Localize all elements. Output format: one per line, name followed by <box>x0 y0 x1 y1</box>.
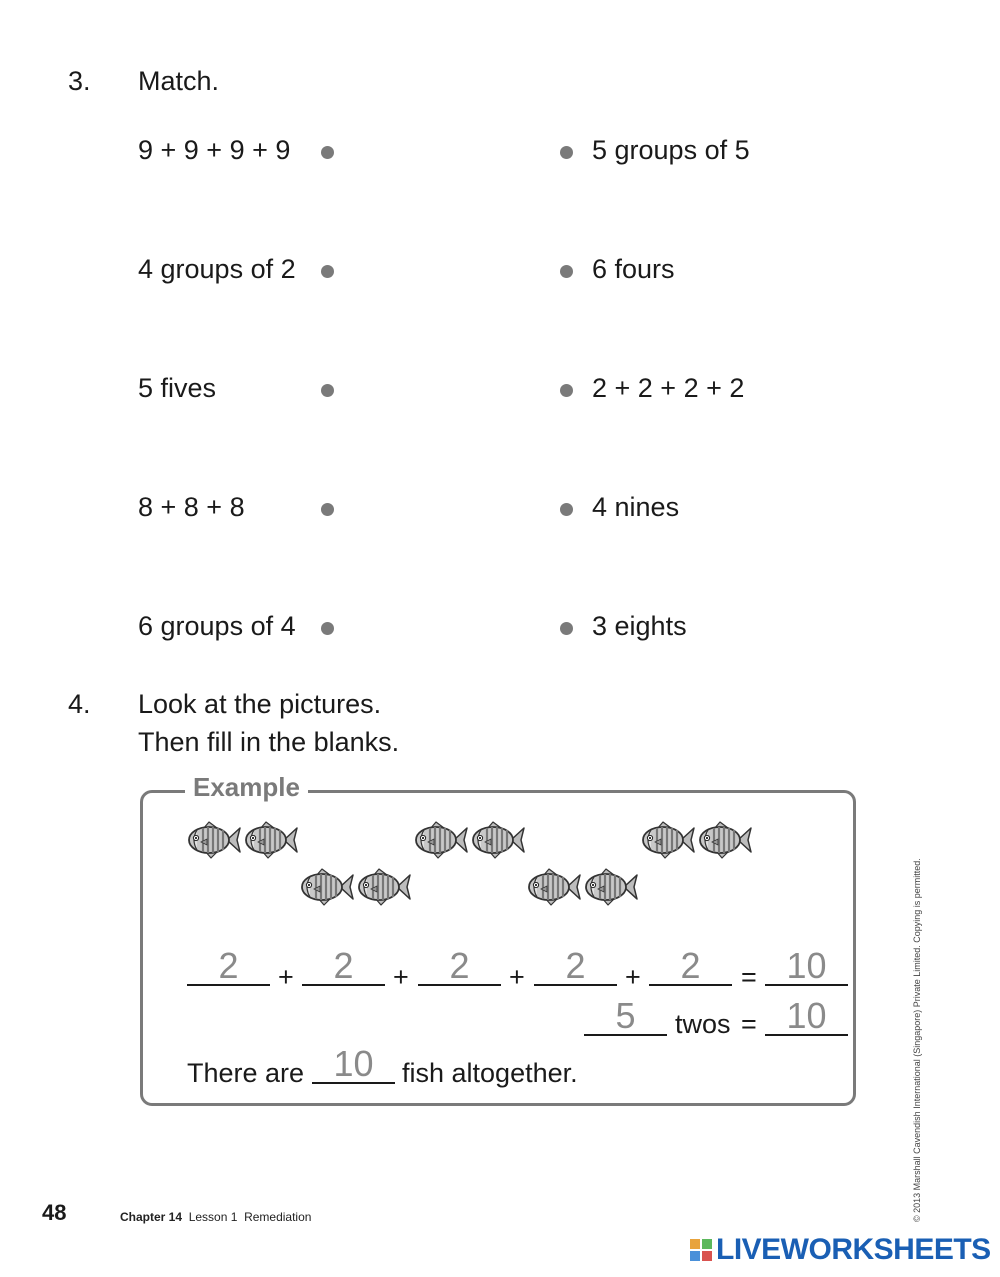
addend-blank-5: 2 <box>649 948 732 986</box>
example-label: Example <box>185 772 308 803</box>
plus-sign: + <box>393 962 409 992</box>
right-match-dot-5[interactable] <box>560 622 573 635</box>
groups-total-blank: 10 <box>765 998 848 1036</box>
right-match-dot-2[interactable] <box>560 265 573 278</box>
plus-sign: + <box>625 962 641 992</box>
right-match-dot-1[interactable] <box>560 146 573 159</box>
right-item-3: 2 + 2 + 2 + 2 <box>592 373 745 403</box>
plus-sign: + <box>509 962 525 992</box>
left-match-dot-4[interactable] <box>321 503 334 516</box>
sentence-suffix: fish altogether. <box>402 1058 578 1088</box>
addend-blank-4: 2 <box>534 948 617 986</box>
right-match-dot-4[interactable] <box>560 503 573 516</box>
equals-sign: = <box>741 962 757 992</box>
left-match-dot-5[interactable] <box>321 622 334 635</box>
copyright-notice: © 2013 Marshall Cavendish International (Singapore) Private Limited. Copying is permitted. <box>912 858 922 1222</box>
footer-chapter-info <box>120 1210 311 1224</box>
question-3-number: 3. <box>68 66 91 96</box>
left-item-5: 6 groups of 4 <box>138 611 296 641</box>
right-item-1: 5 groups of 5 <box>592 135 750 165</box>
fish-icon <box>187 820 241 860</box>
sentence-blank: 10 <box>312 1046 395 1084</box>
question-4-number: 4. <box>68 689 91 719</box>
page-number: 48 <box>42 1200 67 1225</box>
liveworksheets-logo-icon <box>690 1239 712 1261</box>
left-item-2: 4 groups of 2 <box>138 254 296 284</box>
right-item-2: 6 fours <box>592 254 675 284</box>
addend-blank-2: 2 <box>302 948 385 986</box>
fish-icon <box>527 867 581 907</box>
left-match-dot-2[interactable] <box>321 265 334 278</box>
liveworksheets-brand[interactable] <box>690 1233 991 1267</box>
question-4-instruction-line1: Look at the pictures. <box>138 689 382 719</box>
right-item-4: 4 nines <box>592 492 680 522</box>
left-item-1: 9 + 9 + 9 + 9 <box>138 135 291 165</box>
left-match-dot-3[interactable] <box>321 384 334 397</box>
fish-icon <box>414 820 468 860</box>
sentence-prefix: There are <box>187 1058 305 1088</box>
left-match-dot-1[interactable] <box>321 146 334 159</box>
groups-word: twos <box>675 1009 731 1039</box>
footer-lesson: Lesson 1 <box>188 1210 238 1224</box>
fish-icon <box>698 820 752 860</box>
footer-section: Remediation <box>244 1210 312 1224</box>
addend-blank-1: 2 <box>187 948 270 986</box>
right-item-5: 3 eights <box>592 611 687 641</box>
liveworksheets-name: LIVEWORKSHEETS <box>716 1233 991 1266</box>
left-item-3: 5 fives <box>138 373 217 403</box>
fish-icon <box>584 867 638 907</box>
fish-icon <box>357 867 411 907</box>
question-4-instruction-line2: Then fill in the blanks. <box>138 727 400 757</box>
fish-icon <box>471 820 525 860</box>
addend-blank-3: 2 <box>418 948 501 986</box>
groups-count-blank: 5 <box>584 998 667 1036</box>
fish-icon <box>244 820 298 860</box>
question-3-instruction: Match. <box>138 66 220 96</box>
sum-blank: 10 <box>765 948 848 986</box>
left-item-4: 8 + 8 + 8 <box>138 492 245 522</box>
equals-sign: = <box>741 1009 757 1039</box>
right-match-dot-3[interactable] <box>560 384 573 397</box>
plus-sign: + <box>278 962 294 992</box>
footer-chapter: Chapter 14 <box>120 1210 183 1224</box>
fish-icon <box>300 867 354 907</box>
fish-icon <box>641 820 695 860</box>
